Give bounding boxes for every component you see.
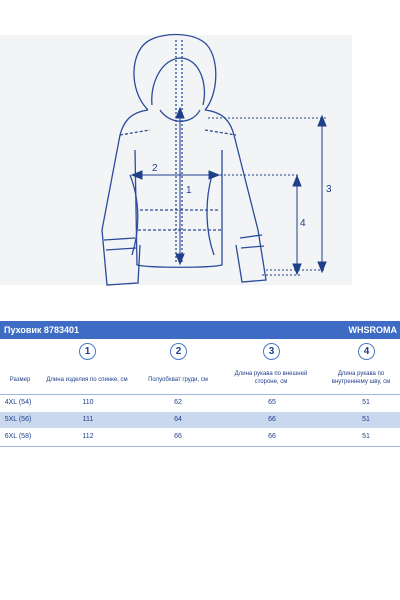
- column-number-4: 4: [358, 343, 375, 360]
- header-sleeve-inner: Длина рукава по внутреннему шву, см: [331, 371, 391, 385]
- cell-size: 5XL (56): [4, 416, 32, 423]
- dimension-label-2: 2: [152, 163, 158, 174]
- header-sleeve-outer: Длина рукава по внешней стороне, см: [234, 371, 308, 385]
- table-row: [0, 412, 400, 428]
- cell-half-chest: 64: [174, 416, 182, 423]
- cell-size: 4XL (54): [4, 399, 32, 406]
- header-size: Размер: [9, 377, 31, 383]
- header-half-chest: Полуобхват груди, см: [148, 377, 208, 383]
- column-number-2: 2: [170, 343, 187, 360]
- cell-sleeve-inner: 51: [362, 416, 370, 423]
- brand-name: WHSROMA: [348, 325, 397, 335]
- column-number-3: 3: [263, 343, 280, 360]
- dimension-label-3: 3: [326, 184, 332, 195]
- table-row: [0, 395, 400, 411]
- cell-back-length: 110: [82, 399, 94, 406]
- dimension-label-4: 4: [300, 218, 306, 229]
- cell-half-chest: 66: [174, 433, 182, 440]
- size-table-header: [0, 321, 400, 339]
- cell-sleeve-inner: 51: [362, 433, 370, 440]
- dimension-label-1: 1: [186, 185, 192, 196]
- cell-back-length: 112: [82, 433, 94, 440]
- cell-sleeve-inner: 51: [362, 399, 370, 406]
- cell-sleeve-outer: 66: [268, 416, 276, 423]
- header-back-length: Длина изделия по спинке, см: [46, 377, 128, 383]
- cell-sleeve-outer: 65: [268, 399, 276, 406]
- cell-size: 6XL (58): [4, 433, 32, 440]
- cell-half-chest: 62: [174, 399, 182, 406]
- cell-sleeve-outer: 66: [268, 433, 276, 440]
- table-row: [0, 429, 400, 445]
- product-title: Пуховик 8783401: [4, 325, 79, 335]
- column-number-1: 1: [79, 343, 96, 360]
- table-rule: [0, 446, 400, 447]
- cell-back-length: 111: [82, 416, 94, 423]
